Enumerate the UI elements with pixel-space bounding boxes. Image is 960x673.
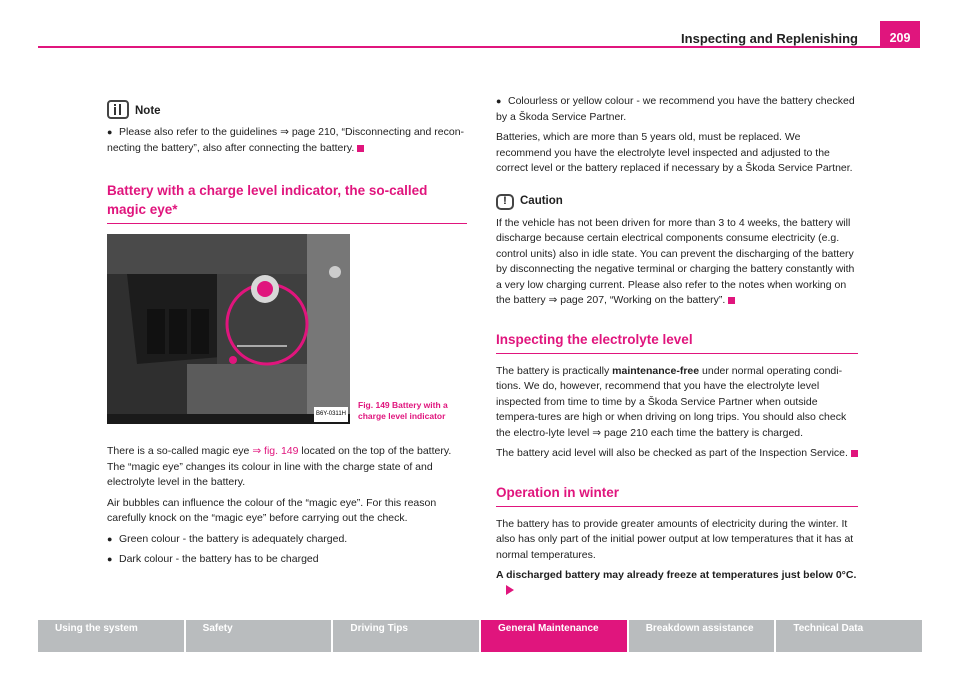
- battery-photo: [107, 234, 350, 424]
- page-header: [0, 0, 960, 48]
- figure-149: [107, 234, 467, 432]
- bullet-icon: ●: [107, 127, 113, 137]
- left-column: [107, 100, 467, 573]
- paragraph-batteries: Batteries, which are more than 5 years old, must be replaced. We recommend you have the electrolyte level inspected and adjusted to the correct level or the battery replaced if necessary by a Škoda Service Partner.: [496, 131, 853, 174]
- footer-tab-technical-data[interactable]: Technical Data: [776, 620, 922, 652]
- paragraph-air-bubbles: Air bubbles can influence the colour of the “magic eye”. For this reason carefully knock on the “magic eye” before carrying out the check.: [107, 496, 437, 524]
- figure-code: B6Y-0311H: [314, 407, 348, 423]
- paragraph-electrolyte: The battery is practically maintenance-free under normal operating condi-tions. We do, however, recommend that you have the electrolyte level inspected from time to time by a Škoda Service Partner when outside tempera-tures are high or when driving on long trips. You should also check the electro-lyte level ⇒ page 210 each time the battery is charged.: [496, 364, 847, 439]
- list-item: ● Dark colour - the battery has to be charged: [107, 552, 467, 568]
- paragraph-magic-eye: There is a so-called magic eye ⇒ fig. 149 located on the top of the battery. The “magic eye” changes its colour in line with the charge state of and electrolyte level in the battery.: [107, 445, 452, 488]
- section-end-icon: [728, 297, 735, 304]
- footer-tab-general-maintenance[interactable]: General Maintenance: [481, 620, 627, 652]
- section-end-icon: [851, 450, 858, 457]
- note-icon: [107, 100, 129, 119]
- paragraph-winter: The battery has to provide greater amounts of electricity during the winter. It also has only part of the initial power output at low temperatures that it has at normal temperatures.: [496, 517, 854, 561]
- caution-icon: !: [496, 194, 514, 210]
- bullet-icon: ●: [107, 533, 113, 544]
- chapter-title: Inspecting and Replenishing: [681, 31, 858, 46]
- footer-tab-driving-tips[interactable]: Driving Tips: [333, 620, 479, 652]
- caution-title: Caution: [520, 195, 563, 207]
- section-title-winter: Operation in winter: [496, 483, 858, 507]
- note-heading: [107, 100, 467, 119]
- figure-link[interactable]: ⇒ fig. 149: [252, 445, 299, 457]
- section-title-magic-eye: Battery with a charge level indicator, the so-called magic eye*: [107, 181, 467, 224]
- caution-text: If the vehicle has not been driven for more than 3 to 4 weeks, the battery will discharge because certain electrical components consume electricity (e.g. control units) also in idle state. You can prevent the discharging of the battery by disconnecting the negative terminal or charging the battery constantly with a very low charging current. Please also refer to the notes when working on the battery ⇒ page 207, “Working on the battery”.: [496, 216, 855, 306]
- footer-tab-breakdown-assistance[interactable]: Breakdown assistance: [629, 620, 775, 652]
- header-divider: [38, 46, 920, 48]
- figure-caption: Fig. 149 Battery with a charge level indicator: [358, 400, 448, 421]
- footer-tab-using-the-system[interactable]: Using the system: [38, 620, 184, 652]
- page-number: 209: [880, 21, 920, 48]
- continue-arrow-icon: [506, 585, 514, 595]
- paragraph-winter-warning: A discharged battery may already freeze at temperatures just below 0°C.: [496, 568, 858, 599]
- bullet-icon: ●: [107, 554, 113, 564]
- bullet-icon: ●: [496, 96, 502, 106]
- footer-nav: [38, 620, 922, 652]
- caution-heading: [496, 194, 858, 210]
- section-end-icon: [357, 145, 364, 152]
- list-item: ● Green colour - the battery is adequately charged.: [107, 532, 467, 548]
- section-title-electrolyte: Inspecting the electrolyte level: [496, 330, 858, 354]
- note-text: ● Please also refer to the guidelines ⇒ page 210, “Disconnecting and recon-necting the battery”, also after connecting the battery.: [107, 126, 465, 154]
- footer-tab-safety[interactable]: Safety: [186, 620, 332, 652]
- paragraph-acid-level: The battery acid level will also be checked as part of the Inspection Service.: [496, 446, 858, 462]
- note-title: Note: [135, 104, 161, 117]
- right-column: [496, 94, 858, 604]
- list-item: ● Colourless or yellow colour - we recommend you have the battery checked by a Škoda Service Partner.: [496, 95, 855, 123]
